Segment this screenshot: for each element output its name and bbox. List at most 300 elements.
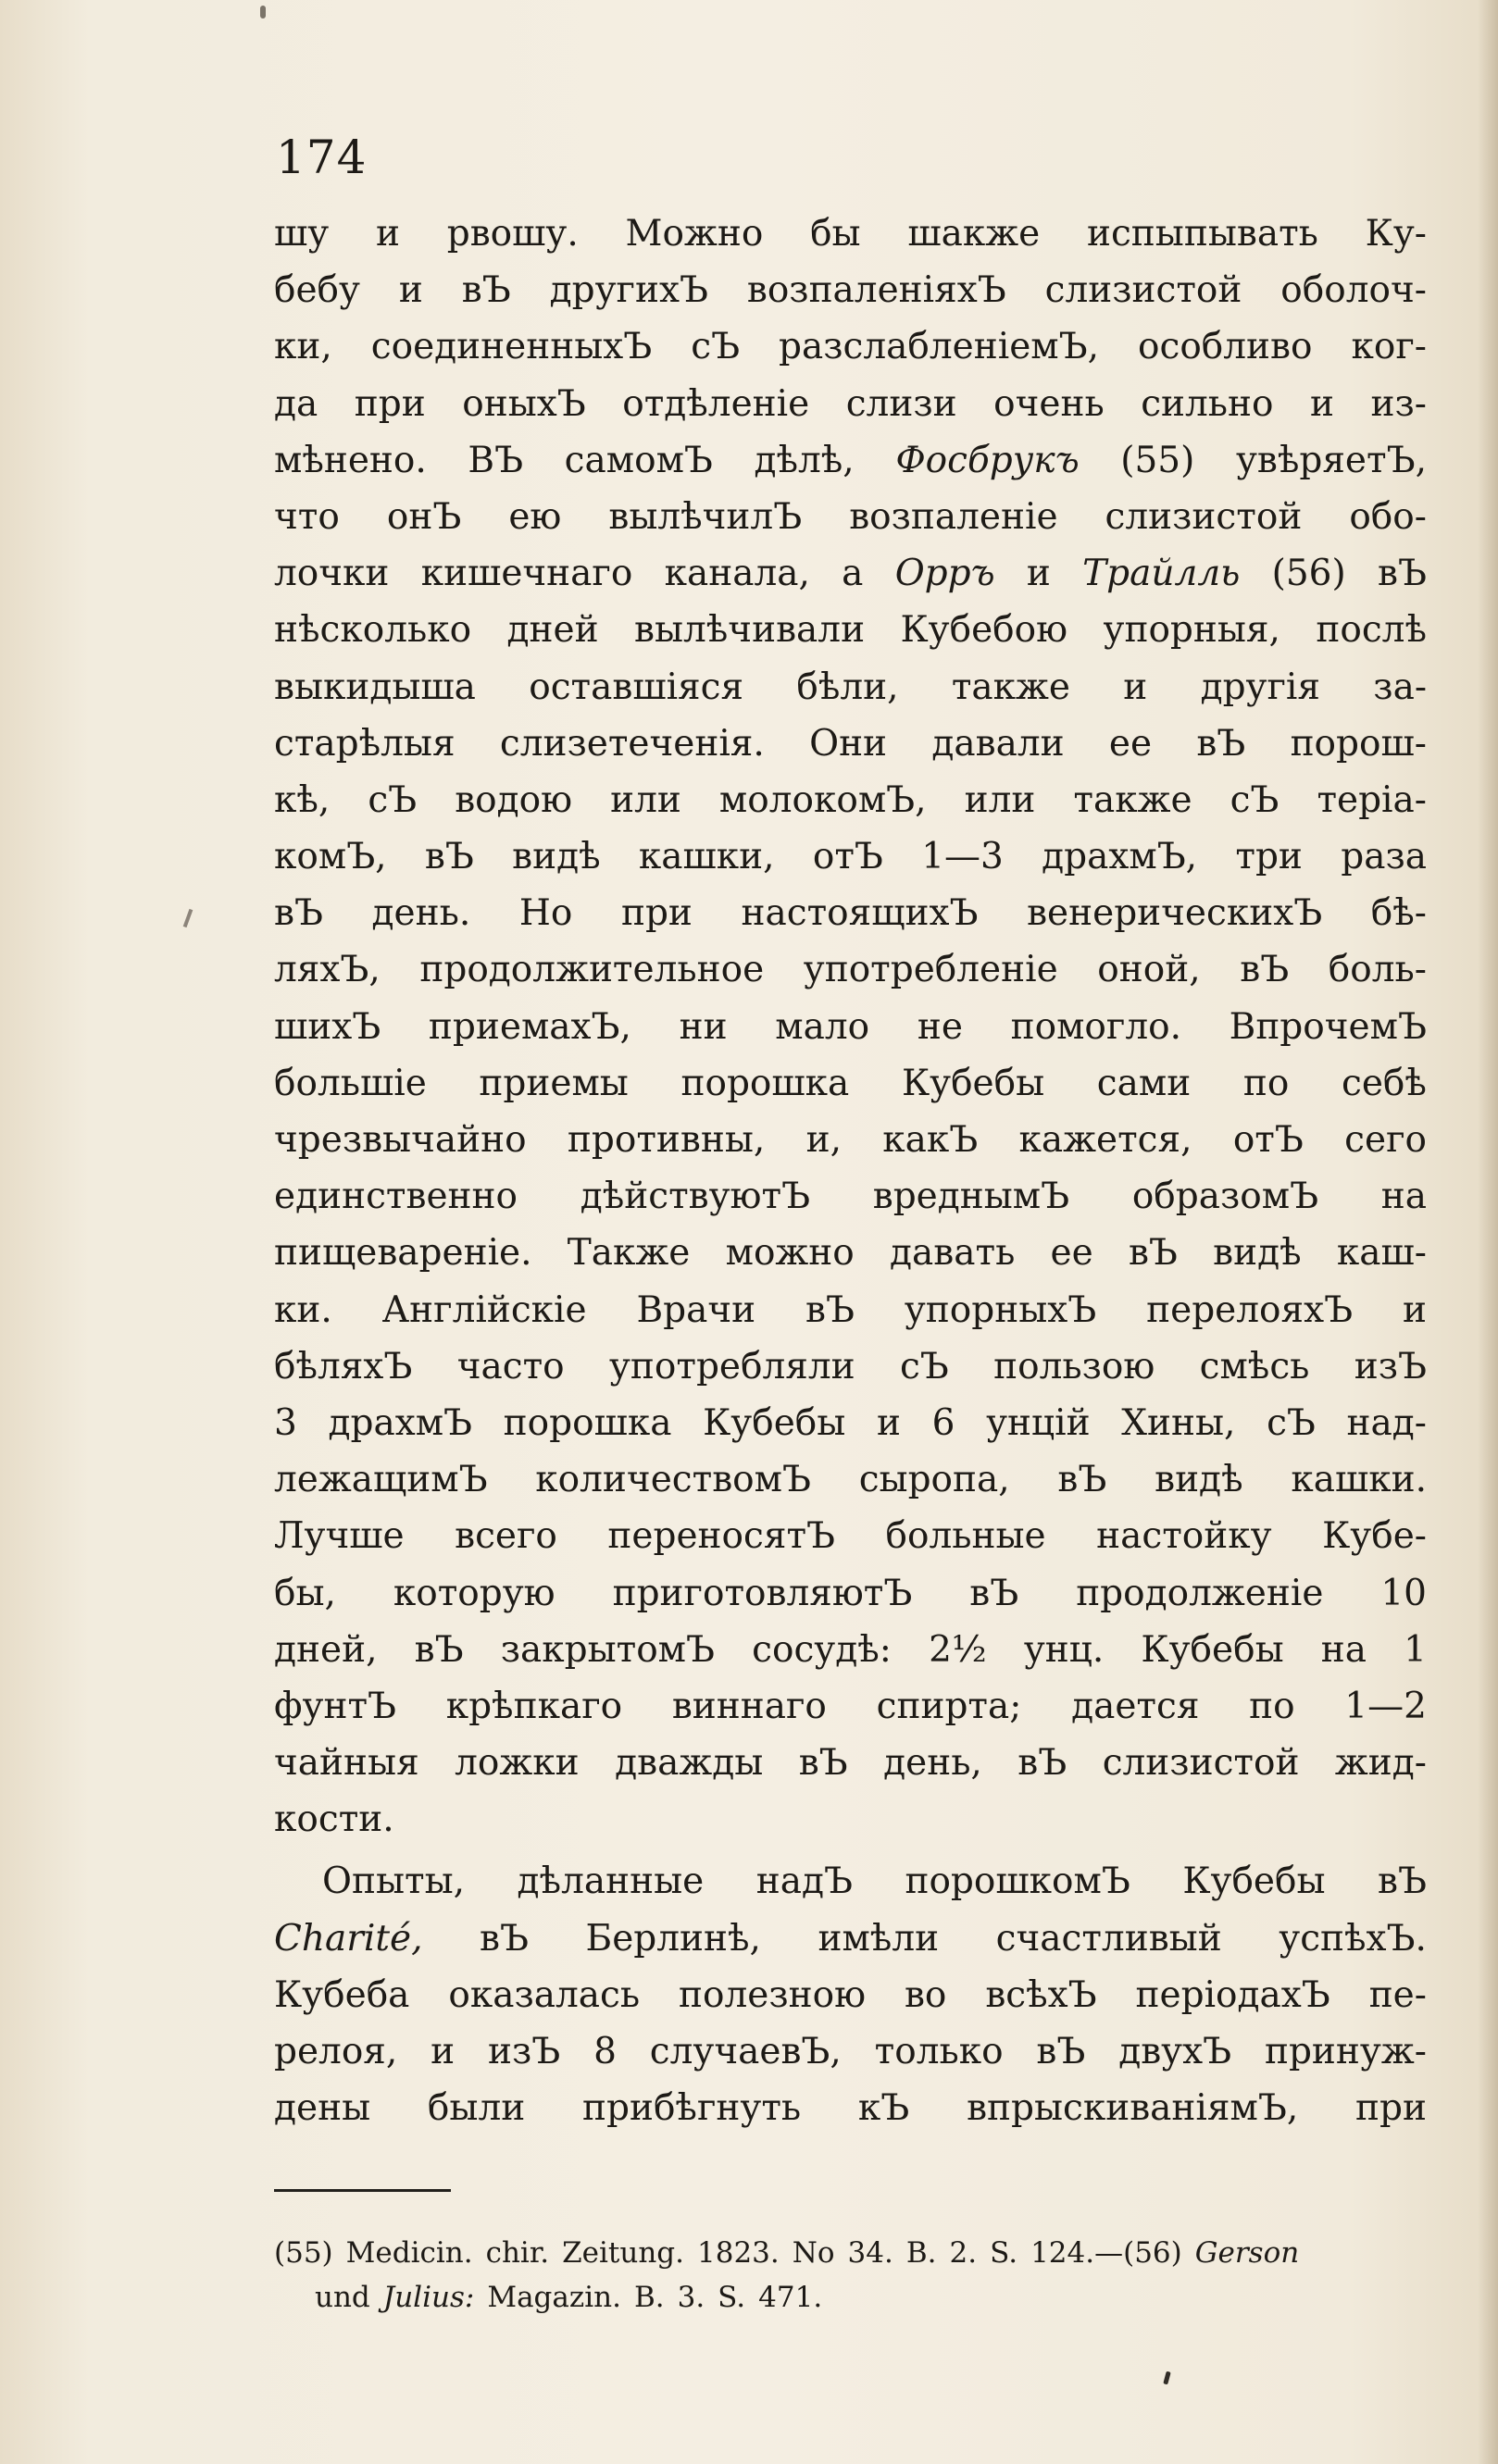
word: по xyxy=(1242,1062,1290,1104)
author-name-fosbrook: Фосбрукъ xyxy=(895,439,1080,481)
text-line-10 xyxy=(274,716,1427,772)
word: всего xyxy=(455,1515,557,1558)
word: впрыскиваніямЪ, xyxy=(967,2087,1299,2130)
text-line-6 xyxy=(274,489,1427,545)
word: Кубебою xyxy=(900,609,1068,652)
word: Врачи xyxy=(636,1288,756,1331)
word: другихЪ xyxy=(549,269,708,312)
word: слизистой xyxy=(1105,495,1303,538)
word: чайныя xyxy=(274,1742,419,1785)
word: вЪ xyxy=(1017,1742,1067,1785)
word: настоящихЪ xyxy=(741,892,979,935)
word: при xyxy=(1355,2087,1427,2130)
footnote-word: 1823. xyxy=(697,2236,780,2270)
word: приготовляютЪ xyxy=(612,1572,913,1614)
word: драхмЪ, xyxy=(1042,836,1198,878)
word: перелояхЪ xyxy=(1146,1288,1354,1331)
word: венерическихЪ xyxy=(1027,892,1323,935)
word: на xyxy=(1320,1628,1367,1671)
word: оболоч- xyxy=(1280,269,1427,312)
ink-speck-bottom xyxy=(1163,2371,1170,2385)
word: рвошу. xyxy=(446,213,579,255)
text-line-17 xyxy=(274,1112,1427,1168)
word: 10 xyxy=(1380,1572,1427,1614)
text-line-28 xyxy=(274,1735,1427,1791)
word: 6 xyxy=(931,1401,955,1444)
word: соединенныхЪ xyxy=(370,326,653,368)
word: молокомЪ, xyxy=(718,778,927,821)
word: очень xyxy=(993,382,1105,425)
word: сЪ xyxy=(899,1345,949,1388)
page-number: 174 xyxy=(276,131,368,184)
ink-speck-left xyxy=(183,909,193,927)
word: чрезвычайно xyxy=(274,1119,527,1161)
footnote-word: S. xyxy=(718,2281,746,2314)
footnote-word: 2. xyxy=(949,2236,978,2270)
word: себѣ xyxy=(1342,1062,1427,1104)
word: сильно xyxy=(1141,382,1274,425)
text-line-18 xyxy=(274,1168,1427,1225)
word: слизистой xyxy=(1102,1742,1300,1785)
word: канала, xyxy=(664,553,810,595)
word: сЪ xyxy=(1230,778,1280,821)
word: или xyxy=(610,778,681,821)
word: кашки. xyxy=(1291,1459,1427,1501)
word: лежащимЪ xyxy=(274,1459,488,1501)
word: также xyxy=(951,666,1071,708)
word: дѣлѣ, xyxy=(754,439,855,481)
word: оныхЪ xyxy=(462,382,586,425)
word: увѣряетЪ, xyxy=(1235,439,1427,481)
word: водою xyxy=(455,778,573,821)
word: шихЪ xyxy=(274,1005,381,1048)
footnote-word-gerson: Gerson xyxy=(1194,2236,1300,2270)
word: нѣсколько xyxy=(274,609,472,652)
word: обо- xyxy=(1349,495,1427,538)
place-name-charite: Charité, xyxy=(274,1917,423,1960)
word: вЪ xyxy=(1196,722,1246,765)
word: 3 xyxy=(274,1401,297,1444)
word: полезною xyxy=(679,1973,867,2016)
text-line-34 xyxy=(274,2080,1427,2136)
word: Берлинѣ, xyxy=(585,1917,761,1960)
word: теріа- xyxy=(1317,778,1427,821)
word: вЪ xyxy=(274,892,323,935)
text-line-24 xyxy=(274,1508,1427,1564)
word: возпаленіяхЪ xyxy=(746,269,1006,312)
word: драхмЪ xyxy=(328,1401,473,1444)
word: ВЪ xyxy=(468,439,524,481)
word: лочки xyxy=(274,553,390,595)
word: и, xyxy=(805,1119,842,1161)
word: Кубебы xyxy=(1141,1628,1284,1671)
word: бы xyxy=(810,213,861,255)
footnote-word: No xyxy=(792,2236,835,2270)
word: три xyxy=(1235,836,1303,878)
footnote-word: 471. xyxy=(758,2281,823,2314)
word: мало xyxy=(775,1005,870,1048)
word: сЪ xyxy=(691,326,741,368)
word: сами xyxy=(1096,1062,1192,1104)
word: кашки, xyxy=(638,836,775,878)
word: 8 xyxy=(593,2031,617,2072)
word: 2½ xyxy=(929,1628,987,1671)
word: выкидыша xyxy=(274,666,476,708)
word: релоя, xyxy=(274,2031,398,2072)
word: помогло. xyxy=(1010,1005,1181,1048)
text-line-2 xyxy=(274,262,1427,318)
word: бѣляхЪ xyxy=(274,1345,413,1388)
word: крѣпкаго xyxy=(445,1685,623,1727)
word: образомЪ xyxy=(1131,1176,1319,1218)
word: комЪ, xyxy=(274,836,387,878)
word: кишечнаго xyxy=(420,553,633,595)
word: ляхЪ, xyxy=(274,949,381,991)
word: вЪ xyxy=(1377,553,1427,595)
word: раза xyxy=(1341,836,1427,878)
footnote-line-1 xyxy=(274,2231,1427,2275)
word: кЪ xyxy=(857,2087,910,2130)
word: возпаленіе xyxy=(849,495,1058,538)
word: вЪ xyxy=(414,1628,464,1671)
word: 1—2 xyxy=(1344,1685,1427,1727)
word: мѣнено. xyxy=(274,439,427,481)
word: онЪ xyxy=(386,495,462,538)
word: которую xyxy=(393,1572,556,1614)
word: прибѣгнуть xyxy=(582,2087,802,2130)
word: Кубеба xyxy=(274,1973,410,2016)
word: изЪ xyxy=(1354,1345,1427,1388)
word: отдѣленіе xyxy=(622,382,810,425)
text-line-13 xyxy=(274,885,1427,941)
word: вылѣчивали xyxy=(634,609,866,652)
word: всѣхЪ xyxy=(985,1973,1097,2016)
word: Можно xyxy=(625,213,764,255)
word: фунтЪ xyxy=(274,1685,397,1727)
word: бебу xyxy=(274,269,360,312)
word: были xyxy=(427,2087,526,2130)
word: смѣсь xyxy=(1199,1345,1310,1388)
word: двухЪ xyxy=(1118,2031,1232,2072)
word: успѣхЪ. xyxy=(1279,1917,1427,1960)
word: случаевЪ, xyxy=(649,2031,842,2072)
word: во xyxy=(904,1973,947,2016)
word: Кубебы xyxy=(1182,1860,1326,1903)
text-line-27 xyxy=(274,1678,1427,1735)
word: давать xyxy=(890,1232,1016,1275)
word: видѣ xyxy=(1213,1232,1302,1275)
word: упорныя, xyxy=(1103,609,1280,652)
footnote-word: (55) xyxy=(274,2236,333,2270)
text-line-25 xyxy=(274,1565,1427,1622)
word: имѣли xyxy=(818,1917,940,1960)
footnote-word: S. xyxy=(990,2236,1018,2270)
footnote-word: Zeitung. xyxy=(562,2236,684,2270)
word: Хины, xyxy=(1121,1401,1236,1444)
word: вЪ xyxy=(424,836,474,878)
word: и xyxy=(1026,553,1051,595)
word: дней, xyxy=(274,1628,378,1671)
word: дней xyxy=(506,609,599,652)
word: шу xyxy=(274,213,330,255)
footnote-line-2 xyxy=(274,2275,1427,2320)
word: вЪ xyxy=(480,1917,529,1960)
text-line-26 xyxy=(274,1622,1427,1678)
word: и xyxy=(1123,666,1148,708)
word: за- xyxy=(1373,666,1427,708)
text-line-33 xyxy=(274,2023,1427,2080)
word: ВпрочемЪ xyxy=(1229,1005,1427,1048)
word: ложки xyxy=(455,1742,580,1785)
word: сЪ xyxy=(368,778,418,821)
word: Но xyxy=(518,892,573,935)
word: бѣли, xyxy=(796,666,899,708)
word: видѣ xyxy=(1155,1459,1243,1501)
text-line-29 xyxy=(274,1791,1427,1848)
word: Также xyxy=(567,1232,691,1275)
word: сыропа, xyxy=(858,1459,1010,1501)
author-name-orr: Орръ xyxy=(894,553,995,595)
author-name-traill: Трайлль xyxy=(1082,553,1241,595)
word: оказалась xyxy=(448,1973,641,2016)
word: какЪ xyxy=(882,1119,979,1161)
text-line-23 xyxy=(274,1451,1427,1508)
word: вЪ xyxy=(1036,2031,1086,2072)
word: принуж- xyxy=(1264,2031,1427,2072)
word: послѣ xyxy=(1316,609,1427,652)
word: счастливый xyxy=(995,1917,1222,1960)
word: продолженіе xyxy=(1076,1572,1324,1614)
word: вЪ xyxy=(1128,1232,1178,1275)
word: употребляли xyxy=(608,1345,855,1388)
word: кости. xyxy=(274,1798,394,1841)
footnote-word: B. xyxy=(633,2281,665,2314)
word: давали xyxy=(931,722,1065,765)
word: слизистой xyxy=(1044,269,1242,312)
word: Кубебы xyxy=(901,1062,1045,1104)
word: сего xyxy=(1344,1119,1427,1161)
word: особливо xyxy=(1138,326,1313,368)
word: кажется, xyxy=(1018,1119,1192,1161)
text-line-20 xyxy=(274,1282,1427,1338)
word: ки. xyxy=(274,1288,332,1331)
word: бы, xyxy=(274,1572,336,1614)
word: вЪ xyxy=(1378,1860,1427,1903)
word: каш- xyxy=(1336,1232,1427,1275)
word: вылѣчилЪ xyxy=(608,495,803,538)
text-line-5 xyxy=(274,432,1427,489)
word: видѣ xyxy=(512,836,601,878)
word: количествомЪ xyxy=(535,1459,811,1501)
word: 1—3 xyxy=(921,836,1004,878)
word: день. xyxy=(371,892,471,935)
word: дается xyxy=(1071,1685,1200,1727)
word: большіе xyxy=(274,1062,427,1104)
word: приемы xyxy=(479,1062,629,1104)
text-line-15 xyxy=(274,999,1427,1055)
text-line-14 xyxy=(274,941,1427,998)
word: самомЪ xyxy=(564,439,713,481)
word: другія xyxy=(1200,666,1321,708)
page-edge-shadow xyxy=(1478,0,1498,2464)
word: при xyxy=(354,382,426,425)
word: порош- xyxy=(1290,722,1427,765)
word: кѣ, xyxy=(274,778,331,821)
word: боль- xyxy=(1328,949,1427,991)
footnote-word-julius: Julius: xyxy=(382,2281,475,2314)
word: пользою xyxy=(993,1345,1155,1388)
word: можно xyxy=(725,1232,855,1275)
footnote-word: und xyxy=(315,2281,370,2314)
footnote-word: Magazin. xyxy=(487,2281,621,2314)
word: старѣлыя xyxy=(274,722,456,765)
word: унц. xyxy=(1023,1628,1105,1671)
word: оставшіяся xyxy=(529,666,744,708)
footnote-word: Medicin. xyxy=(345,2236,473,2270)
word: ее xyxy=(1050,1232,1093,1275)
text-line-31 xyxy=(274,1910,1427,1967)
word: слизетеченія. xyxy=(499,722,765,765)
word: надЪ xyxy=(755,1860,853,1903)
footnote-ref-55: (55) xyxy=(1120,439,1195,481)
word: Кубе- xyxy=(1322,1515,1427,1558)
word: дважды xyxy=(615,1742,764,1785)
word: отЪ xyxy=(1232,1119,1304,1161)
word: и xyxy=(876,1401,901,1444)
text-line-3 xyxy=(274,318,1427,375)
word: ког- xyxy=(1351,326,1427,368)
word: больные xyxy=(885,1515,1046,1558)
word: ки, xyxy=(274,326,332,368)
word: порошкомЪ xyxy=(905,1860,1130,1903)
word: и xyxy=(375,213,400,255)
text-line-32 xyxy=(274,1967,1427,2023)
word: настойку xyxy=(1096,1515,1272,1558)
text-line-1 xyxy=(274,205,1427,262)
word: порошка xyxy=(680,1062,850,1104)
word: упорныхЪ xyxy=(904,1288,1097,1331)
word: часто xyxy=(456,1345,565,1388)
word: изЪ xyxy=(488,2031,561,2072)
word: дѣланные xyxy=(517,1860,705,1903)
word: по xyxy=(1249,1685,1295,1727)
word: продолжительное xyxy=(419,949,765,991)
word: 1 xyxy=(1404,1628,1427,1671)
word: ее xyxy=(1108,722,1153,765)
word: бѣ- xyxy=(1370,892,1427,935)
word: сосудѣ: xyxy=(752,1628,892,1671)
body-text xyxy=(274,205,1427,2136)
footnotes xyxy=(274,2231,1427,2320)
word: также xyxy=(1073,778,1192,821)
word: переносятЪ xyxy=(607,1515,836,1558)
footnote-word: 124.—(56) xyxy=(1030,2236,1182,2270)
word: пе- xyxy=(1368,1973,1427,2016)
word: и xyxy=(1310,382,1335,425)
word: и xyxy=(431,2031,456,2072)
word: вЪ xyxy=(461,269,511,312)
word: Они xyxy=(809,722,888,765)
word: дѣйствуютЪ xyxy=(580,1176,811,1218)
word: ни xyxy=(679,1005,728,1048)
word: единственно xyxy=(274,1176,518,1218)
word: ею xyxy=(508,495,562,538)
text-line-19 xyxy=(274,1225,1427,1281)
word: Лучше xyxy=(274,1515,405,1558)
text-line-4 xyxy=(274,376,1427,432)
word: слизи xyxy=(845,382,957,425)
word: оной, xyxy=(1097,949,1201,991)
word: испыпывать xyxy=(1086,213,1318,255)
footnote-word: 3. xyxy=(677,2281,705,2314)
word: не xyxy=(917,1005,963,1048)
ink-speck-top xyxy=(260,6,266,19)
word: вреднымЪ xyxy=(872,1176,1070,1218)
word: только xyxy=(874,2031,1004,2072)
word: порошка xyxy=(503,1401,672,1444)
footnote-ref-56: (56) xyxy=(1271,553,1346,595)
word: день, xyxy=(883,1742,982,1785)
word: Ку- xyxy=(1365,213,1427,255)
word: шакже xyxy=(907,213,1041,255)
word: вЪ xyxy=(805,1288,855,1331)
word: Англійскіе xyxy=(381,1288,587,1331)
word: над- xyxy=(1346,1401,1427,1444)
text-line-9 xyxy=(274,659,1427,716)
text-line-22 xyxy=(274,1395,1427,1451)
word: спирта; xyxy=(876,1685,1022,1727)
word: разслабленіемЪ, xyxy=(779,326,1100,368)
word: вЪ xyxy=(798,1742,848,1785)
word: періодахЪ xyxy=(1135,1973,1330,2016)
word: употребленіе xyxy=(803,949,1058,991)
word: виннаго xyxy=(671,1685,827,1727)
word: при xyxy=(620,892,693,935)
word: или xyxy=(964,778,1036,821)
word: противны, xyxy=(567,1119,766,1161)
word: что xyxy=(274,495,340,538)
word: унцій xyxy=(986,1401,1091,1444)
word: Опыты, xyxy=(322,1860,466,1903)
word: вЪ xyxy=(1240,949,1290,991)
word: а xyxy=(842,553,864,595)
word: да xyxy=(274,382,318,425)
text-line-7 xyxy=(274,545,1427,602)
footnote-word: 34. xyxy=(847,2236,893,2270)
footnote-word: chir. xyxy=(485,2236,550,2270)
text-line-30 xyxy=(274,1853,1427,1910)
text-line-21 xyxy=(274,1338,1427,1395)
text-line-11 xyxy=(274,772,1427,828)
word: и xyxy=(1402,1288,1427,1331)
word: пищевареніе. xyxy=(274,1232,532,1275)
word: и xyxy=(398,269,423,312)
footnote-word: B. xyxy=(905,2236,937,2270)
word: на xyxy=(1380,1176,1427,1218)
text-line-8 xyxy=(274,602,1427,658)
footnote-divider xyxy=(274,2189,451,2192)
word: сЪ xyxy=(1267,1401,1316,1444)
word: из- xyxy=(1370,382,1427,425)
text-line-16 xyxy=(274,1055,1427,1112)
word: Кубебы xyxy=(703,1401,846,1444)
word: вЪ xyxy=(1057,1459,1107,1501)
word: жид- xyxy=(1334,1742,1427,1785)
word: вЪ xyxy=(969,1572,1019,1614)
word: дены xyxy=(274,2087,371,2130)
text-line-12 xyxy=(274,828,1427,885)
word: приемахЪ, xyxy=(428,1005,631,1048)
